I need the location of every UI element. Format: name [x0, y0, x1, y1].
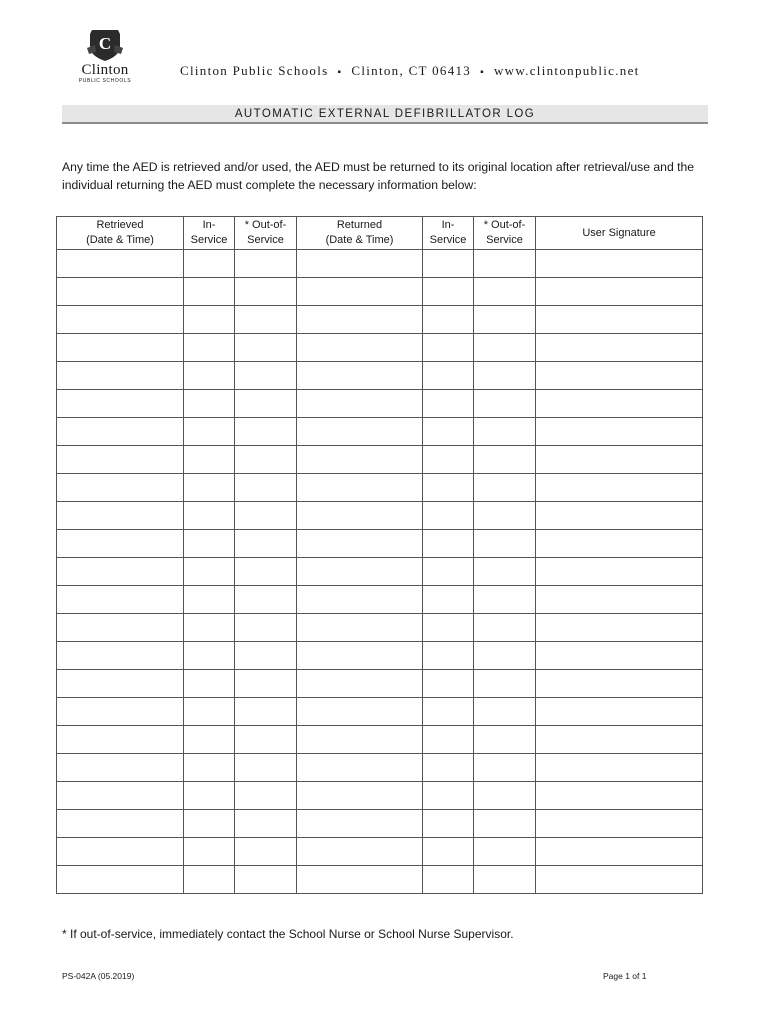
log-entry-cell[interactable]: [474, 614, 536, 642]
log-entry-cell[interactable]: [235, 390, 297, 418]
table-row: [57, 362, 703, 390]
letterhead: [180, 63, 640, 79]
log-entry-cell[interactable]: [57, 558, 184, 586]
log-entry-cell[interactable]: [474, 334, 536, 362]
log-entry-cell[interactable]: [423, 502, 474, 530]
log-entry-cell[interactable]: [57, 866, 184, 894]
log-entry-cell[interactable]: [474, 390, 536, 418]
log-entry-cell[interactable]: [57, 810, 184, 838]
log-entry-cell[interactable]: [536, 250, 703, 278]
table-row: [57, 670, 703, 698]
log-entry-cell[interactable]: [536, 558, 703, 586]
log-entry-cell[interactable]: [184, 698, 235, 726]
organization-name: Clinton Public Schools: [180, 63, 329, 78]
log-entry-cell[interactable]: [536, 810, 703, 838]
log-entry-cell[interactable]: [184, 306, 235, 334]
log-entry-cell[interactable]: [423, 306, 474, 334]
log-entry-cell[interactable]: [474, 782, 536, 810]
log-entry-cell[interactable]: [184, 558, 235, 586]
col-retrieved-in-service: In- Service: [184, 217, 235, 250]
aed-log-table: [56, 216, 703, 894]
log-entry-cell[interactable]: [474, 306, 536, 334]
log-entry-cell[interactable]: [235, 250, 297, 278]
table-row: [57, 810, 703, 838]
log-entry-cell[interactable]: [57, 306, 184, 334]
log-entry-cell[interactable]: [235, 670, 297, 698]
page-number: Page 1 of 1: [603, 971, 647, 981]
log-entry-cell[interactable]: [235, 586, 297, 614]
table-row: [57, 614, 703, 642]
logo-subtitle: PUBLIC SCHOOLS: [78, 78, 132, 84]
col-returned: Returned (Date & Time): [297, 217, 423, 250]
log-entry-cell[interactable]: [235, 614, 297, 642]
log-entry-cell[interactable]: [474, 418, 536, 446]
log-entry-cell[interactable]: [536, 446, 703, 474]
log-entry-cell[interactable]: [57, 474, 184, 502]
log-entry-cell[interactable]: [184, 334, 235, 362]
log-entry-cell[interactable]: [57, 586, 184, 614]
table-row: [57, 530, 703, 558]
log-entry-cell[interactable]: [235, 726, 297, 754]
log-entry-cell[interactable]: [184, 782, 235, 810]
log-entry-cell[interactable]: [423, 754, 474, 782]
log-entry-cell[interactable]: [536, 614, 703, 642]
log-entry-cell[interactable]: [184, 250, 235, 278]
table-row: [57, 306, 703, 334]
log-entry-cell[interactable]: [423, 810, 474, 838]
log-entry-cell[interactable]: [474, 754, 536, 782]
log-entry-cell[interactable]: [235, 418, 297, 446]
table-row: [57, 250, 703, 278]
separator: ▪: [337, 67, 343, 78]
table-row: [57, 418, 703, 446]
log-entry-cell[interactable]: [57, 838, 184, 866]
log-entry-cell[interactable]: [423, 418, 474, 446]
log-entry-cell[interactable]: [184, 530, 235, 558]
district-logo: [74, 28, 136, 90]
table-row: [57, 698, 703, 726]
log-entry-cell[interactable]: [474, 558, 536, 586]
log-entry-cell[interactable]: [235, 362, 297, 390]
log-entry-cell[interactable]: [184, 586, 235, 614]
log-entry-cell[interactable]: [235, 754, 297, 782]
log-entry-cell[interactable]: [536, 726, 703, 754]
log-entry-cell[interactable]: [423, 838, 474, 866]
log-entry-cell[interactable]: [423, 614, 474, 642]
log-entry-cell[interactable]: [536, 306, 703, 334]
log-entry-cell[interactable]: [474, 810, 536, 838]
log-entry-cell[interactable]: [57, 278, 184, 306]
log-entry-cell[interactable]: [184, 502, 235, 530]
city-address: Clinton, CT 06413: [351, 63, 472, 78]
log-entry-cell[interactable]: [536, 782, 703, 810]
log-entry-cell[interactable]: [474, 530, 536, 558]
log-entry-cell[interactable]: [184, 390, 235, 418]
log-entry-cell[interactable]: [235, 810, 297, 838]
log-entry-cell[interactable]: [297, 586, 423, 614]
log-entry-cell[interactable]: [536, 474, 703, 502]
log-entry-cell[interactable]: [474, 698, 536, 726]
log-entry-cell[interactable]: [536, 502, 703, 530]
col-user-signature: User Signature: [536, 217, 703, 250]
log-entry-cell[interactable]: [297, 866, 423, 894]
log-entry-cell[interactable]: [184, 278, 235, 306]
log-entry-cell[interactable]: [423, 698, 474, 726]
log-entry-cell[interactable]: [57, 782, 184, 810]
log-entry-cell[interactable]: [536, 390, 703, 418]
log-entry-cell[interactable]: [297, 390, 423, 418]
log-entry-cell[interactable]: [536, 698, 703, 726]
col-retrieved-out-of-service: * Out-of- Service: [235, 217, 297, 250]
table-row: [57, 278, 703, 306]
log-entry-cell[interactable]: [235, 278, 297, 306]
table-row: [57, 726, 703, 754]
log-entry-cell[interactable]: [297, 334, 423, 362]
log-entry-cell[interactable]: [536, 670, 703, 698]
log-entry-cell[interactable]: [297, 670, 423, 698]
log-entry-cell[interactable]: [474, 446, 536, 474]
log-entry-cell[interactable]: [297, 446, 423, 474]
log-entry-cell[interactable]: [474, 838, 536, 866]
table-row: [57, 390, 703, 418]
table-row: [57, 586, 703, 614]
log-entry-cell[interactable]: [474, 866, 536, 894]
log-entry-cell[interactable]: [474, 502, 536, 530]
logo-letter: C: [98, 34, 112, 53]
log-entry-cell[interactable]: [423, 558, 474, 586]
log-entry-cell[interactable]: [474, 726, 536, 754]
table-row: [57, 502, 703, 530]
log-entry-cell[interactable]: [474, 278, 536, 306]
col-retrieved: Retrieved (Date & Time): [57, 217, 184, 250]
log-entry-cell[interactable]: [57, 614, 184, 642]
log-entry-cell[interactable]: [297, 754, 423, 782]
log-entry-cell[interactable]: [423, 362, 474, 390]
log-entry-cell[interactable]: [235, 530, 297, 558]
log-entry-cell[interactable]: [184, 670, 235, 698]
log-entry-cell[interactable]: [423, 866, 474, 894]
log-entry-cell[interactable]: [297, 278, 423, 306]
log-entry-cell[interactable]: [536, 838, 703, 866]
log-entry-cell[interactable]: [57, 362, 184, 390]
log-entry-cell[interactable]: [474, 670, 536, 698]
log-entry-cell[interactable]: [297, 698, 423, 726]
log-entry-cell[interactable]: [423, 390, 474, 418]
logo-name: Clinton: [81, 62, 129, 78]
log-entry-cell[interactable]: [297, 726, 423, 754]
log-entry-cell[interactable]: [297, 250, 423, 278]
log-entry-cell[interactable]: [297, 782, 423, 810]
log-entry-cell[interactable]: [57, 250, 184, 278]
log-entry-cell[interactable]: [297, 810, 423, 838]
log-entry-cell[interactable]: [474, 586, 536, 614]
table-row: [57, 866, 703, 894]
log-entry-cell[interactable]: [184, 866, 235, 894]
log-entry-cell[interactable]: [235, 782, 297, 810]
log-entry-cell[interactable]: [184, 838, 235, 866]
separator: ▪: [480, 67, 485, 78]
log-entry-cell[interactable]: [297, 502, 423, 530]
table-row: [57, 474, 703, 502]
table-header-row: [57, 217, 703, 250]
table-row: [57, 642, 703, 670]
log-entry-cell[interactable]: [474, 362, 536, 390]
log-entry-cell[interactable]: [423, 670, 474, 698]
log-entry-cell[interactable]: [57, 502, 184, 530]
log-entry-cell[interactable]: [297, 362, 423, 390]
log-entry-cell[interactable]: [536, 586, 703, 614]
col-returned-in-service: In- Service: [423, 217, 474, 250]
log-entry-cell[interactable]: [536, 754, 703, 782]
log-entry-cell[interactable]: [423, 726, 474, 754]
table-row: [57, 334, 703, 362]
log-entry-cell[interactable]: [423, 586, 474, 614]
log-entry-cell[interactable]: [235, 698, 297, 726]
website-link[interactable]: www.clintonpublic.net: [493, 63, 640, 78]
log-entry-cell[interactable]: [57, 642, 184, 670]
log-entry-cell[interactable]: [235, 558, 297, 586]
col-returned-out-of-service: * Out-of- Service: [474, 217, 536, 250]
log-entry-cell[interactable]: [184, 754, 235, 782]
log-entry-cell[interactable]: [536, 642, 703, 670]
log-entry-cell[interactable]: [184, 418, 235, 446]
log-entry-cell[interactable]: [536, 362, 703, 390]
table-row: [57, 754, 703, 782]
log-entry-cell[interactable]: [235, 838, 297, 866]
log-entry-cell[interactable]: [235, 642, 297, 670]
log-entry-cell[interactable]: [423, 334, 474, 362]
log-entry-cell[interactable]: [474, 474, 536, 502]
log-entry-cell[interactable]: [297, 558, 423, 586]
log-entry-cell[interactable]: [235, 306, 297, 334]
table-row: [57, 446, 703, 474]
log-entry-cell[interactable]: [57, 390, 184, 418]
log-entry-cell[interactable]: [297, 474, 423, 502]
log-entry-cell[interactable]: [235, 446, 297, 474]
log-entry-cell[interactable]: [184, 362, 235, 390]
log-entry-cell[interactable]: [423, 250, 474, 278]
log-entry-cell[interactable]: [536, 418, 703, 446]
log-entry-cell[interactable]: [297, 418, 423, 446]
log-entry-cell[interactable]: [57, 530, 184, 558]
log-entry-cell[interactable]: [57, 418, 184, 446]
log-entry-cell[interactable]: [423, 474, 474, 502]
log-entry-cell[interactable]: [423, 278, 474, 306]
table-row: [57, 558, 703, 586]
log-entry-cell[interactable]: [423, 446, 474, 474]
log-entry-cell[interactable]: [536, 866, 703, 894]
log-entry-cell[interactable]: [235, 502, 297, 530]
log-entry-cell[interactable]: [536, 530, 703, 558]
log-entry-cell[interactable]: [57, 446, 184, 474]
log-entry-cell[interactable]: [536, 278, 703, 306]
log-entry-cell[interactable]: [297, 614, 423, 642]
shield-crest-icon: [86, 28, 124, 62]
form-code: PS-042A (05.2019): [62, 971, 135, 981]
log-entry-cell[interactable]: [57, 726, 184, 754]
document-title: AUTOMATIC EXTERNAL DEFIBRILLATOR LOG: [62, 105, 708, 124]
log-entry-cell[interactable]: [57, 698, 184, 726]
table-row: [57, 838, 703, 866]
log-entry-cell[interactable]: [423, 530, 474, 558]
table-row: [57, 782, 703, 810]
log-entry-cell[interactable]: [297, 642, 423, 670]
log-entry-cell[interactable]: [184, 726, 235, 754]
log-entry-cell[interactable]: [297, 530, 423, 558]
log-entry-cell[interactable]: [536, 334, 703, 362]
log-entry-cell[interactable]: [297, 838, 423, 866]
log-entry-cell[interactable]: [57, 754, 184, 782]
log-entry-cell[interactable]: [184, 614, 235, 642]
log-entry-cell[interactable]: [57, 334, 184, 362]
log-entry-cell[interactable]: [235, 474, 297, 502]
log-entry-cell[interactable]: [184, 810, 235, 838]
log-entry-cell[interactable]: [184, 446, 235, 474]
log-entry-cell[interactable]: [423, 782, 474, 810]
log-entry-cell[interactable]: [57, 670, 184, 698]
log-entry-cell[interactable]: [474, 250, 536, 278]
log-entry-cell[interactable]: [423, 642, 474, 670]
out-of-service-footnote: * If out-of-service, immediately contact the School Nurse or School Nurse Supervisor.: [62, 927, 514, 941]
instructions-text: Any time the AED is retrieved and/or used, the AED must be returned to its original location after retrieval/use and the individual returning the AED must complete the necessary information below:: [62, 160, 695, 192]
log-entry-cell[interactable]: [184, 642, 235, 670]
log-entry-cell[interactable]: [184, 474, 235, 502]
log-entry-cell[interactable]: [297, 306, 423, 334]
log-entry-cell[interactable]: [235, 334, 297, 362]
log-entry-cell[interactable]: [474, 642, 536, 670]
log-entry-cell[interactable]: [235, 866, 297, 894]
